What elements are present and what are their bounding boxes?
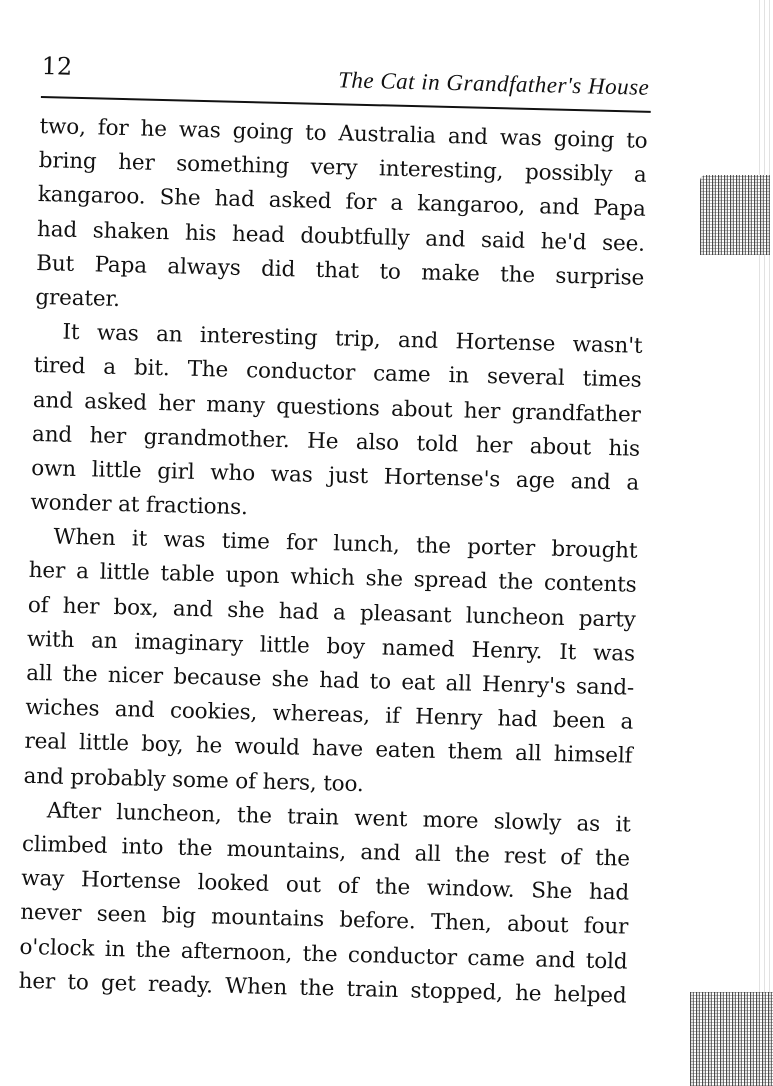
text-line: had shaken his head doubtfully and said he'd see. bbox=[36, 216, 646, 257]
scan-artifact-top bbox=[700, 175, 770, 255]
text-line: two, for he was going to Australia and was going to bbox=[39, 113, 648, 154]
page-number: 12 bbox=[41, 52, 73, 81]
text-line: climbed into the mountains, and all the rest of the bbox=[21, 831, 631, 872]
text-line: tired a bit. The conductor came in several times bbox=[33, 353, 642, 394]
text-line: her to get ready. When the train stopped, he helped bbox=[18, 968, 627, 1009]
text-line: all the nicer because she had to eat all Henry's sand- bbox=[25, 660, 635, 701]
text-line: After luncheon, the train went more slowly as it bbox=[46, 798, 632, 838]
scan-artifact-bottom bbox=[690, 992, 773, 1086]
text-line: wonder at fractions. bbox=[30, 489, 249, 521]
text-line: and probably some of hers, too. bbox=[23, 763, 364, 797]
text-line: kangaroo. She had asked for a kangaroo, and Papa bbox=[37, 182, 647, 223]
text-line: of her box, and she had a pleasant luncheon party bbox=[27, 592, 637, 633]
text-line: with an imaginary little boy named Henry. It was bbox=[26, 626, 636, 667]
text-line: never seen big mountains before. Then, about four bbox=[20, 900, 629, 940]
text-line: greater. bbox=[35, 284, 121, 312]
page-edge-shadow bbox=[757, 0, 773, 1086]
text-line: and asked her many questions about her grandfather bbox=[32, 387, 642, 428]
text-line: But Papa always did that to make the surprise bbox=[35, 250, 645, 291]
page-header bbox=[41, 52, 652, 113]
running-title: The Cat in Grandfather's House bbox=[337, 67, 650, 100]
text-line: It was an interesting trip, and Hortense wasn't bbox=[62, 319, 643, 359]
text-line: real little boy, he would have eaten them all himself bbox=[24, 729, 633, 770]
text-line: own little girl who was just Hortense's age and a bbox=[30, 455, 640, 496]
body-text bbox=[18, 110, 648, 1013]
text-line: her a little table upon which she spread the contents bbox=[28, 558, 637, 599]
text-line: way Hortense looked out of the window. She had bbox=[20, 865, 630, 906]
text-line: When it was time for lunch, the porter brought bbox=[53, 524, 638, 564]
text-line: bring her something very interesting, possibly a bbox=[38, 148, 647, 189]
text-line: o'clock in the afternoon, the conductor came and told bbox=[19, 934, 628, 975]
text-line: and her grandmother. He also told her about his bbox=[31, 421, 641, 462]
text-line: wiches and cookies, whereas, if Henry had been a bbox=[25, 695, 634, 735]
